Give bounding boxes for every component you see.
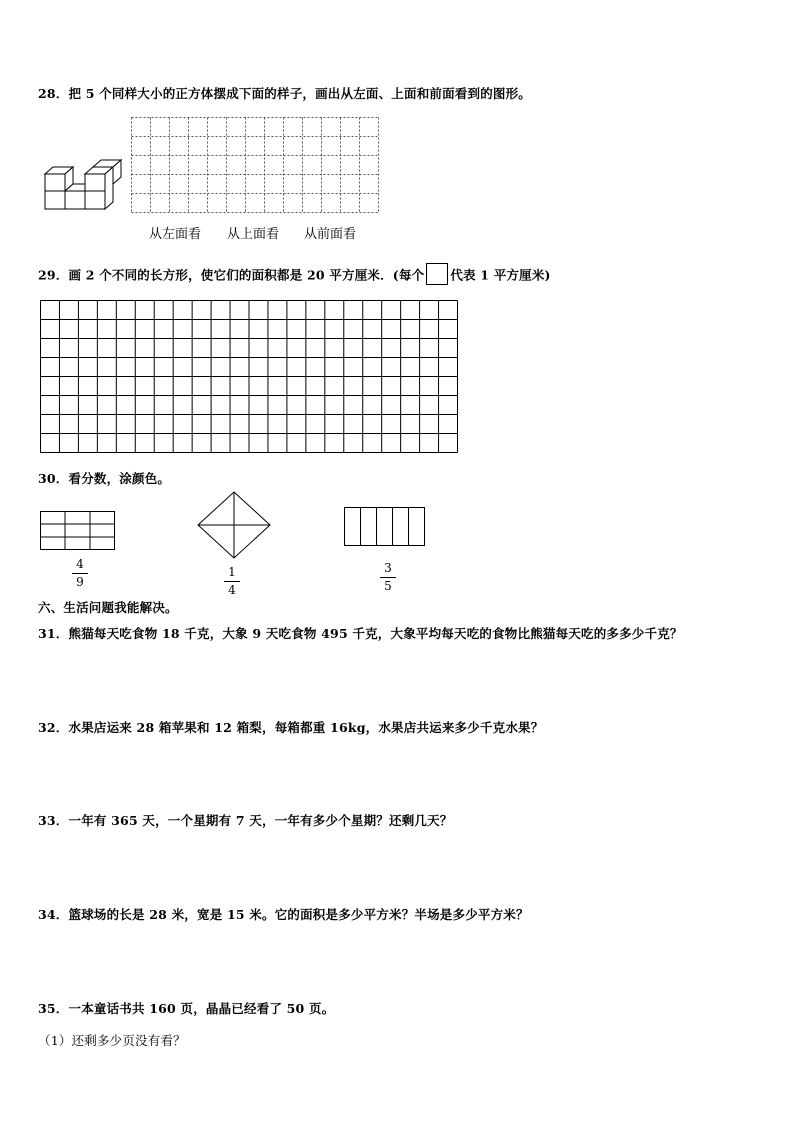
question-35: 35．一本童话书共 160 页，晶晶已经看了 50 页。 xyxy=(38,1001,335,1016)
fraction-numerator: 3 xyxy=(384,561,392,575)
fraction-denominator: 5 xyxy=(384,579,392,593)
fraction-numerator: 4 xyxy=(76,557,84,571)
question-29 xyxy=(38,265,551,287)
question-31: 31．熊猫每天吃食物 18 千克，大象 9 天吃食物 495 千克，大象平均每天吃的食物比熊猫每天吃的多多少千克？ xyxy=(38,626,683,641)
view-front-label: 从前面看 xyxy=(304,227,357,242)
view-top-label: 从上面看 xyxy=(227,227,280,242)
question-28: 28．把 5 个同样大小的正方体摆成下面的样子，画出从左面、上面和前面看到的图形。 xyxy=(38,86,531,101)
question-30: 30．看分数，涂颜色。 xyxy=(38,471,171,486)
square-grid[interactable] xyxy=(40,300,458,453)
question-29-text-before: 29．画 2 个不同的长方形，使它们的面积都是 20 平方厘米．(每个 xyxy=(38,267,425,283)
cubes-figure xyxy=(40,157,120,217)
diamond-shape[interactable] xyxy=(197,491,271,559)
fraction-numerator: 1 xyxy=(228,565,236,579)
fraction-4-9 xyxy=(70,557,90,590)
question-33: 33．一年有 365 天，一个星期有 7 天，一年有多少个星期？还剩几天？ xyxy=(38,813,453,828)
question-29-text-after: 代表 1 平方厘米) xyxy=(450,267,551,283)
dashed-drawing-grid[interactable] xyxy=(131,117,379,213)
question-34: 34．篮球场的长是 28 米，宽是 15 米。它的面积是多少平方米？半场是多少平方米？ xyxy=(38,907,529,922)
fraction-denominator: 9 xyxy=(76,575,84,589)
question-35-sub-1: （1）还剩多少页没有看？ xyxy=(38,1033,186,1048)
fraction-1-4 xyxy=(222,565,242,598)
view-left-label: 从左面看 xyxy=(149,227,202,242)
fraction-3-5 xyxy=(378,561,398,594)
strips-5-shape[interactable] xyxy=(344,507,425,546)
question-32: 32．水果店运来 28 箱苹果和 12 箱梨，每箱都重 16kg，水果店共运来多少千克水果？ xyxy=(38,720,544,735)
fraction-denominator: 4 xyxy=(228,583,236,597)
unit-square-icon xyxy=(426,263,448,285)
section-6-heading: 六、生活问题我能解决。 xyxy=(38,600,178,615)
grid-3x3-shape[interactable] xyxy=(40,511,115,550)
